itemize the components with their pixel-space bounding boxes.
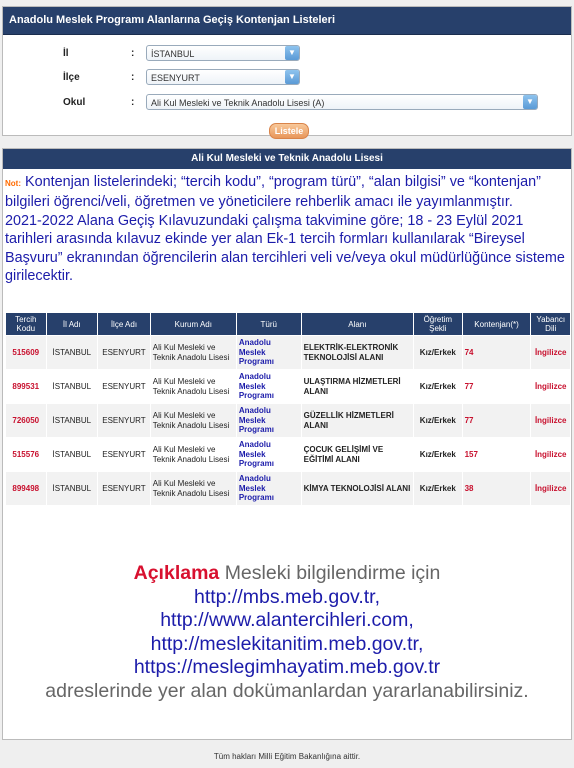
ogretim-sekli-cell: Kız/Erkek [414, 472, 463, 506]
kontenjan-cell: 77 [462, 370, 531, 404]
il-row [3, 45, 571, 63]
tercih-kodu-cell: 515576 [6, 438, 47, 472]
okul-select[interactable] [146, 94, 538, 110]
alan-cell: ELEKTRİK-ELEKTRONİK TEKNOLOJİSİ ALANI [301, 336, 413, 370]
ilce-cell: ESENYURT [98, 370, 151, 404]
header-tercih-kodu[interactable]: Tercih Kodu [6, 313, 47, 336]
note-text-1: Kontenjan listelerindeki; “tercih kodu”, “program türü”, “alan bilgisi” ve “kontenjan” bilgileri öğrenci/veli, öğretmen ve yöneticilere rehberlik amacı ile yayımlanmıştır. [5, 174, 541, 211]
alan-cell: GÜZELLİK HİZMETLERİ ALANI [301, 404, 413, 438]
results-panel [2, 148, 572, 740]
ilce-cell: ESENYURT [98, 404, 151, 438]
kontenjan-table [5, 312, 571, 506]
school-title: Ali Kul Mesleki ve Teknik Anadolu Lisesi [3, 149, 571, 169]
tercih-kodu-cell: 726050 [6, 404, 47, 438]
table-row [6, 404, 571, 438]
info-note [5, 173, 565, 285]
link-alantercihleri[interactable]: http://www.alantercihleri.com, [160, 609, 414, 631]
kontenjan-cell: 157 [462, 438, 531, 472]
footer-text: Tüm hakları Milli Eğitim Bakanlığına aittir. [213, 752, 361, 761]
il-cell: İSTANBUL [46, 472, 98, 506]
ilce-colon: : [131, 72, 135, 83]
il-colon: : [131, 48, 135, 59]
il-cell: İSTANBUL [46, 404, 98, 438]
header-ogretim-sekli[interactable]: Öğretim Şekli [414, 313, 463, 336]
chevron-down-icon: ▼ [523, 95, 537, 109]
il-cell: İSTANBUL [46, 370, 98, 404]
kontenjan-cell: 38 [462, 472, 531, 506]
header-alani[interactable]: Alanı [301, 313, 413, 336]
tur-cell: Anadolu Meslek Programı [236, 336, 301, 370]
header-yabanci-dili[interactable]: Yabancı Dili [531, 313, 571, 336]
tur-cell: Anadolu Meslek Programı [236, 404, 301, 438]
ogretim-sekli-cell: Kız/Erkek [414, 370, 463, 404]
kurum-cell: Ali Kul Mesleki ve Teknik Anadolu Lisesi [150, 404, 236, 438]
ogretim-sekli-cell: Kız/Erkek [414, 404, 463, 438]
aciklama-line-1 [3, 562, 571, 586]
link-meslegimhayatim[interactable]: https://meslegimhayatim.meb.gov.tr [133, 656, 441, 678]
okul-select-value: Ali Kul Mesleki ve Teknik Anadolu Lisesi (A) [151, 98, 325, 108]
kontenjan-cell: 77 [462, 404, 531, 438]
ilce-cell: ESENYURT [98, 438, 151, 472]
kurum-cell: Ali Kul Mesleki ve Teknik Anadolu Lisesi [150, 472, 236, 506]
tur-cell: Anadolu Meslek Programı [236, 438, 301, 472]
tercih-kodu-cell: 515609 [6, 336, 47, 370]
chevron-down-icon: ▼ [285, 46, 299, 60]
tur-cell: Anadolu Meslek Programı [236, 370, 301, 404]
aciklama-section [3, 562, 571, 703]
ilce-select[interactable] [146, 69, 300, 85]
ilce-cell: ESENYURT [98, 336, 151, 370]
link-mbs[interactable]: http://mbs.meb.gov.tr, [193, 585, 381, 608]
il-select-value: İSTANBUL [151, 49, 195, 59]
table-row [6, 336, 571, 370]
aciklama-label: Açıklama [133, 562, 220, 584]
yabanci-dili-cell: İngilizce [531, 336, 571, 370]
header-il-adi[interactable]: İl Adı [46, 313, 98, 336]
note-tag: Not: [5, 179, 21, 188]
il-cell: İSTANBUL [46, 438, 98, 472]
note-text-2: 2021-2022 Alana Geçiş Kılavuzundaki çalışma takvimine göre; 18 - 23 Eylül 2021 tarihleri arasında kılavuz ekinde yer alan Ek-1 tercih formları kullanılarak “Bireysel Başvuru” ekranından öğrencilerin alan tercihleri veli ve/veya okul müdürlüğünce sisteme girilecektir. [5, 212, 565, 285]
yabanci-dili-cell: İngilizce [531, 438, 571, 472]
filter-panel-title: Anadolu Meslek Programı Alanlarına Geçiş Kontenjan Listeleri [3, 7, 571, 35]
filter-panel [2, 6, 572, 136]
okul-label: Okul [63, 97, 86, 108]
header-ilce-adi[interactable]: İlçe Adı [98, 313, 151, 336]
table-header-row [6, 313, 571, 336]
kurum-cell: Ali Kul Mesleki ve Teknik Anadolu Lisesi [150, 370, 236, 404]
il-select[interactable] [146, 45, 300, 61]
ogretim-sekli-cell: Kız/Erkek [414, 438, 463, 472]
kontenjan-cell: 74 [462, 336, 531, 370]
aciklama-outro: adreslerinde yer alan dokümanlardan yararlanabilirsiniz. [45, 679, 529, 702]
ogretim-sekli-cell: Kız/Erkek [414, 336, 463, 370]
header-kurum-adi[interactable]: Kurum Adı [150, 313, 236, 336]
tercih-kodu-cell: 899531 [6, 370, 47, 404]
il-cell: İSTANBUL [46, 336, 98, 370]
aciklama-intro: Mesleki bilgilendirme için [224, 562, 441, 584]
header-turu[interactable]: Türü [236, 313, 301, 336]
table-row [6, 370, 571, 404]
table-row [6, 438, 571, 472]
ilce-label: İlçe [63, 72, 80, 83]
header-kontenjan[interactable]: Kontenjan(*) [462, 313, 531, 336]
yabanci-dili-cell: İngilizce [531, 370, 571, 404]
table-row [6, 472, 571, 506]
okul-row [3, 94, 571, 112]
tur-cell: Anadolu Meslek Programı [236, 472, 301, 506]
il-label: İl [63, 48, 69, 59]
yabanci-dili-cell: İngilizce [531, 472, 571, 506]
ilce-select-value: ESENYURT [151, 73, 200, 83]
yabanci-dili-cell: İngilizce [531, 404, 571, 438]
ilce-row [3, 69, 571, 87]
alan-cell: ÇOCUK GELİŞİMİ VE EĞİTİMİ ALANI [301, 438, 413, 472]
ilce-cell: ESENYURT [98, 472, 151, 506]
kurum-cell: Ali Kul Mesleki ve Teknik Anadolu Lisesi [150, 336, 236, 370]
okul-colon: : [131, 97, 135, 108]
alan-cell: KİMYA TEKNOLOJİSİ ALANI [301, 472, 413, 506]
alan-cell: ULAŞTIRMA HİZMETLERİ ALANI [301, 370, 413, 404]
tercih-kodu-cell: 899498 [6, 472, 47, 506]
link-meslekitanitim[interactable]: http://meslekitanitim.meb.gov.tr, [150, 632, 424, 655]
chevron-down-icon: ▼ [285, 70, 299, 84]
kurum-cell: Ali Kul Mesleki ve Teknik Anadolu Lisesi [150, 438, 236, 472]
listele-button[interactable]: Listele [269, 123, 309, 139]
